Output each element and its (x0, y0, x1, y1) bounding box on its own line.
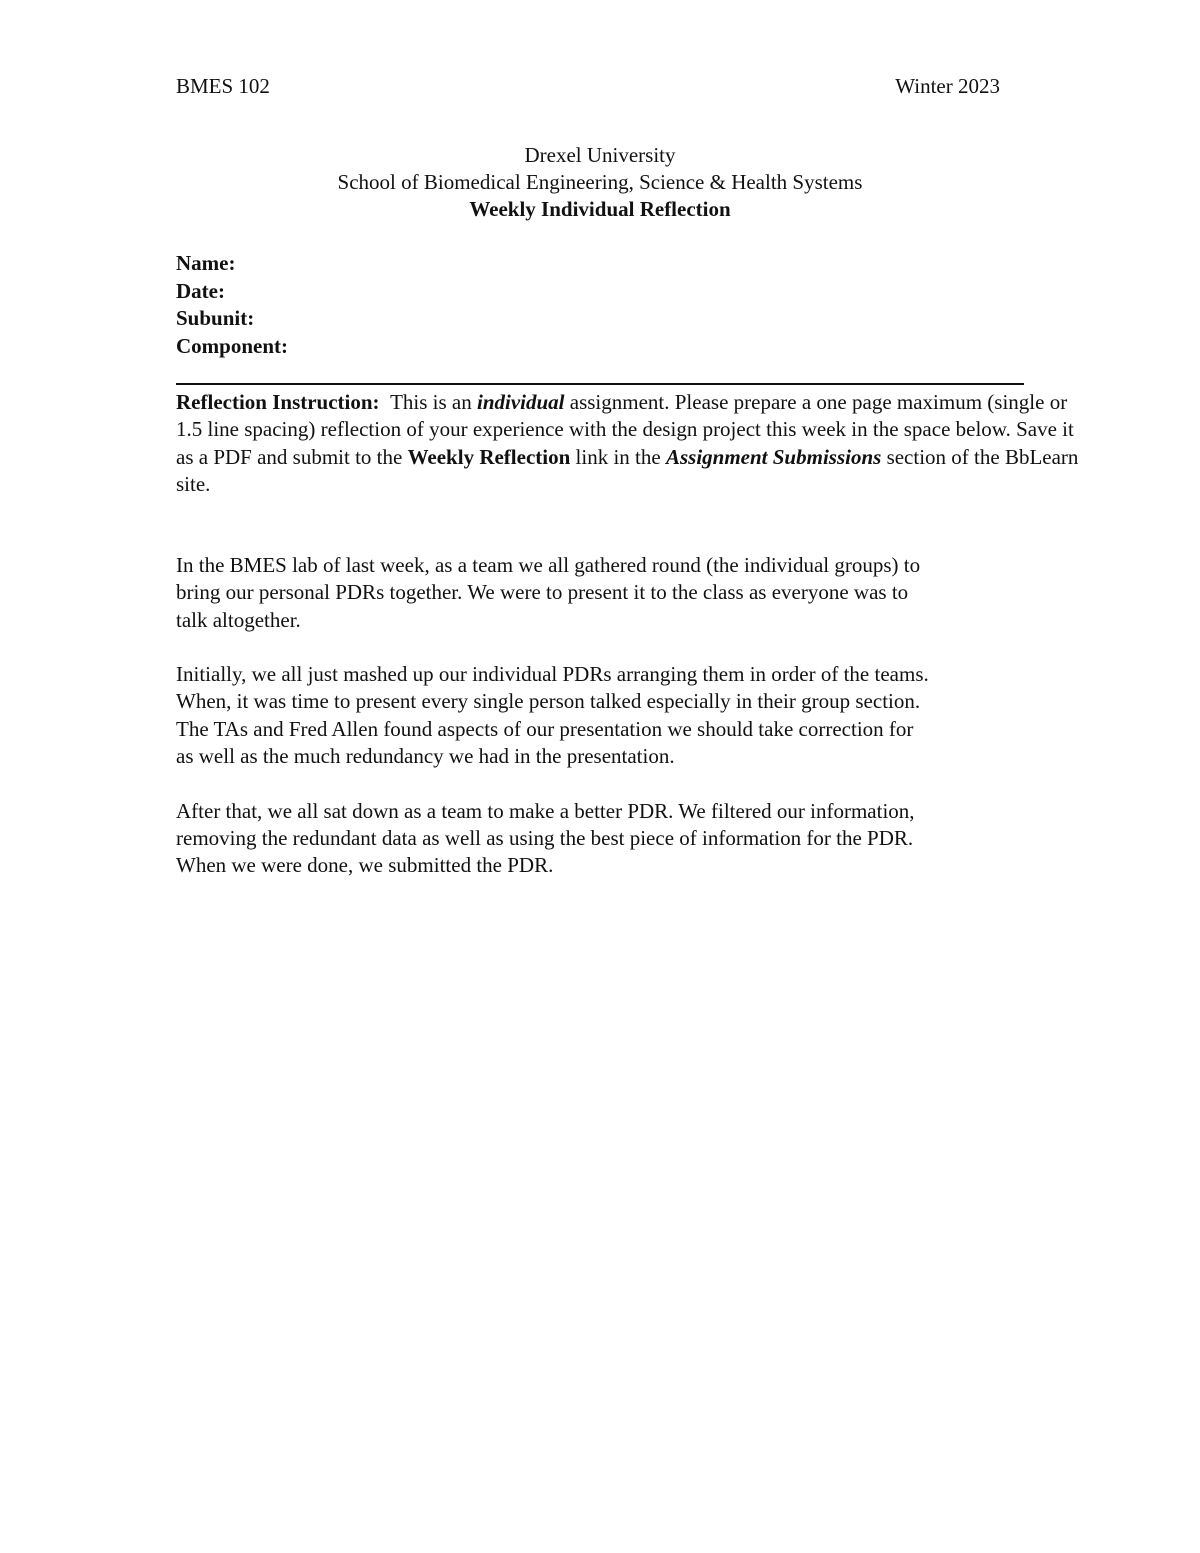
instruction-text-2: assignment. Please prepare a one page maximum (single or 1.5 line spacing) reflection of your experience with the design project this week in the space below. Save it as a PDF and submit to the (176, 390, 1074, 469)
page-header (176, 72, 1000, 100)
weekly-reflection-link-text: Weekly Reflection (407, 444, 571, 469)
instruction-label: Reflection Instruction: (176, 390, 380, 414)
paragraph-line: After that, we all sat down as a team to make a better PDR. We filtered our information, (176, 798, 915, 823)
reflection-instructions (176, 389, 1096, 498)
instruction-text-4: section of the BbLearn site. (176, 444, 1079, 496)
university-name: Drexel University (524, 143, 676, 167)
instruction-emphasis-individual: individual (476, 390, 565, 414)
paragraph-line: The TAs and Fred Allen found aspects of our presentation we should take correction for (176, 716, 914, 741)
paragraph-line: talk altogether. (176, 607, 301, 632)
reflection-paragraph (176, 798, 1056, 880)
title-block (0, 142, 1200, 223)
reflection-paragraph (176, 552, 1056, 634)
paragraph-line: Initially, we all just mashed up our individual PDRs arranging them in order of the teams. (176, 662, 929, 687)
name-label: Name: (176, 251, 236, 275)
reflection-body (176, 552, 1056, 907)
info-fields (176, 250, 288, 360)
assignment-submissions-text: Assignment Submissions (665, 444, 882, 469)
paragraph-line: as well as the much redundancy we had in the presentation. (176, 744, 675, 769)
paragraph-line: In the BMES lab of last week, as a team we all gathered round (the individual groups) to (176, 553, 921, 577)
school-name: School of Biomedical Engineering, Science & Health Systems (337, 170, 863, 194)
document-title: Weekly Individual Reflection (469, 197, 731, 221)
instruction-text-3: link in the (575, 444, 661, 469)
horizontal-rule (176, 383, 1024, 385)
paragraph-line: When we were done, we submitted the PDR. (176, 853, 554, 878)
course-code: BMES 102 (176, 74, 270, 98)
subunit-label: Subunit: (176, 306, 255, 330)
term-label: Winter 2023 (895, 74, 1000, 98)
paragraph-line: removing the redundant data as well as using the best piece of information for the PDR. (176, 825, 914, 850)
component-label: Component: (176, 333, 289, 358)
paragraph-line: When, it was time to present every single person talked especially in their group section. (176, 689, 921, 714)
instruction-text-1: This is an (390, 390, 472, 414)
date-label: Date: (176, 278, 225, 303)
paragraph-line: bring our personal PDRs together. We were to present it to the class as everyone was to (176, 580, 909, 605)
reflection-paragraph (176, 661, 1056, 770)
